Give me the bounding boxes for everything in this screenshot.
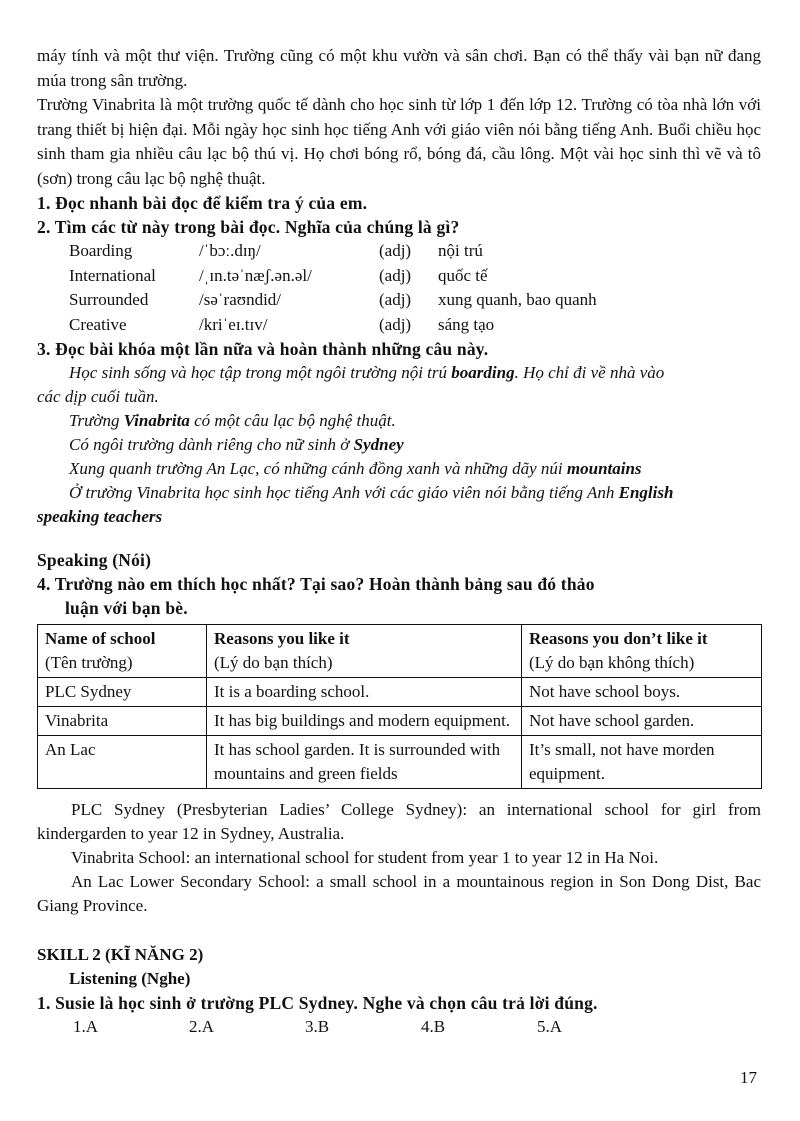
- question-4-cont: luận với bạn bè.: [65, 598, 188, 619]
- header-en: Name of school: [45, 629, 156, 649]
- note-paragraph: An Lac Lower Secondary School: a small school in a mountainous region in Son Dong Dist, Bac Giang Province.: [37, 872, 761, 916]
- answer-text: Có ngôi trường dành riêng cho nữ sinh ở: [69, 435, 354, 455]
- table-cell: It’s small, not have morden equipment.: [522, 736, 762, 789]
- school-notes: [37, 798, 761, 918]
- table-cell: It is a boarding school.: [207, 678, 522, 707]
- answer-text: các dịp cuối tuần.: [37, 387, 159, 407]
- table-cell: PLC Sydney: [38, 678, 207, 707]
- answer-item: 5.A: [537, 1017, 563, 1037]
- vocab-word: Creative: [69, 314, 127, 334]
- table-cell: Not have school garden.: [522, 707, 762, 736]
- listening-answers: [37, 1015, 761, 1039]
- vocab-row: [69, 264, 761, 289]
- spacer: [37, 529, 761, 548]
- vocab-type: (adj): [379, 241, 412, 260]
- document-page: [37, 44, 761, 1039]
- answer-line: [37, 505, 761, 529]
- table-header-row: [38, 625, 762, 678]
- answer-line: [37, 457, 761, 481]
- answer-text: Xung quanh trường An Lạc, có những cánh đồng xanh và những dãy núi: [69, 459, 567, 479]
- page-number: 17: [740, 1068, 757, 1087]
- table-cell: It has school garden. It is surrounded with mountains and green fields: [207, 736, 522, 789]
- answer-line: [37, 409, 761, 433]
- answer-text: Ở trường Vinabrita học sinh học tiếng Anh với các giáo viên nói bằng tiếng Anh: [69, 483, 619, 503]
- table-cell: An Lac: [38, 736, 207, 789]
- answer-text: Học sinh sống và học tập trong một ngôi trường nội trú: [69, 363, 452, 383]
- question-3-answers: [37, 361, 761, 529]
- answer-text: Trường: [69, 411, 124, 431]
- answer-line: [37, 361, 761, 385]
- table-cell: It has big buildings and modern equipment.: [207, 707, 522, 736]
- answer-line: [37, 433, 761, 457]
- answer-keyword: English: [618, 483, 674, 503]
- vocab-meaning: quốc tế: [438, 265, 488, 285]
- intro-paragraph-1: máy tính và một thư viện. Trường cũng có một khu vườn và sân chơi. Bạn có thể thấy vài bạn nữ đang múa trong sân trường.: [37, 46, 761, 90]
- answer-line: [37, 481, 761, 505]
- header-cell: [207, 625, 522, 678]
- vocab-row: [69, 239, 761, 264]
- vocab-phonetic: /ˌɪn.təˈnæʃ.ən.əl/: [199, 265, 312, 285]
- vocab-word: Surrounded: [69, 290, 149, 310]
- listening-question-1: 1. Susie là học sinh ở trường PLC Sydney. Nghe và chọn câu trả lời đúng.: [37, 993, 598, 1014]
- table-row: [38, 678, 762, 707]
- intro-paragraph-2: Trường Vinabrita là một trường quốc tế dành cho học sinh từ lớp 1 đến lớp 12. Trường có tòa nhà lớn với trang thiết bị hiện đại. Mỗi ngày học sinh học tiếng Anh với giáo viên nói bằng tiếng Anh. Buổi chiều học sinh tham gia nhiều câu lạc bộ thú vị. Họ chơi bóng rổ, bóng đá, cầu lông. Một vài học sinh thì vẽ và tô (sơn) trong câu lạc bộ nghệ thuật.: [37, 95, 761, 188]
- header-en: Reasons you like it: [214, 629, 350, 649]
- question-2: 2. Tìm các từ này trong bài đọc. Nghĩa của chúng là gì?: [37, 217, 460, 237]
- answer-line: [37, 385, 761, 409]
- note-paragraph: Vinabrita School: an international school for student from year 1 to year 12 in Ha Noi.: [71, 848, 659, 868]
- table-cell: Vinabrita: [38, 707, 207, 736]
- question-3: 3. Đọc bài khóa một lần nữa và hoàn thành những câu này.: [37, 339, 489, 360]
- listening-heading: Listening (Nghe): [69, 969, 191, 989]
- header-vi: (Tên trường): [45, 653, 133, 673]
- answer-item: 4.B: [421, 1017, 446, 1037]
- answer-item: 2.A: [189, 1017, 215, 1037]
- spacer: [37, 918, 761, 937]
- answer-text: có một câu lạc bộ nghệ thuật.: [189, 411, 396, 431]
- answer-keyword: speaking teachers: [37, 507, 163, 527]
- vocab-type: (adj): [379, 314, 412, 334]
- vocab-word: Boarding: [69, 241, 133, 260]
- table-row: [38, 707, 762, 736]
- vocab-phonetic: /ˈbɔː.dɪŋ/: [199, 241, 261, 260]
- header-en: Reasons you don’t like it: [529, 629, 708, 649]
- question-4: 4. Trường nào em thích học nhất? Tại sao? Hoàn thành bảng sau đó thảo: [37, 574, 595, 595]
- schools-table: [37, 624, 762, 789]
- vocab-word: International: [69, 265, 156, 285]
- answer-keyword: mountains: [566, 459, 642, 479]
- skill-2-heading: SKILL 2 (KĨ NĂNG 2): [37, 945, 204, 965]
- answer-item: 3.B: [305, 1017, 330, 1037]
- table-cell: Not have school boys.: [522, 678, 762, 707]
- vocabulary-list: [69, 239, 761, 337]
- vocab-row: [69, 313, 761, 338]
- vocab-meaning: sáng tạo: [438, 314, 495, 334]
- vocab-row: [69, 288, 761, 313]
- question-1: 1. Đọc nhanh bài đọc để kiểm tra ý của em.: [37, 193, 368, 213]
- answer-keyword: Vinabrita: [123, 411, 190, 431]
- vocab-type: (adj): [379, 265, 412, 285]
- vocab-type: (adj): [379, 290, 412, 310]
- vocab-phonetic: /səˈraʊndid/: [199, 290, 282, 310]
- header-vi: (Lý do bạn không thích): [529, 653, 695, 673]
- header-cell: [522, 625, 762, 678]
- vocab-phonetic: /kriˈeɪ.tɪv/: [199, 314, 268, 334]
- vocab-meaning: nội trú: [438, 241, 483, 260]
- header-vi: (Lý do bạn thích): [214, 653, 333, 673]
- answer-item: 1.A: [73, 1017, 99, 1037]
- note-paragraph: PLC Sydney (Presbyterian Ladies’ College Sydney): an international school for girl from kindergarden to year 12 in Sydney, Australia.: [37, 800, 761, 844]
- answer-keyword: Sydney: [353, 435, 404, 455]
- table-row: [38, 736, 762, 789]
- vocab-meaning: xung quanh, bao quanh: [438, 290, 597, 310]
- answer-keyword: boarding: [451, 363, 515, 383]
- header-cell: [38, 625, 207, 678]
- answer-text: . Họ chỉ đi về nhà vào: [514, 363, 665, 383]
- speaking-heading: Speaking (Nói): [37, 550, 152, 571]
